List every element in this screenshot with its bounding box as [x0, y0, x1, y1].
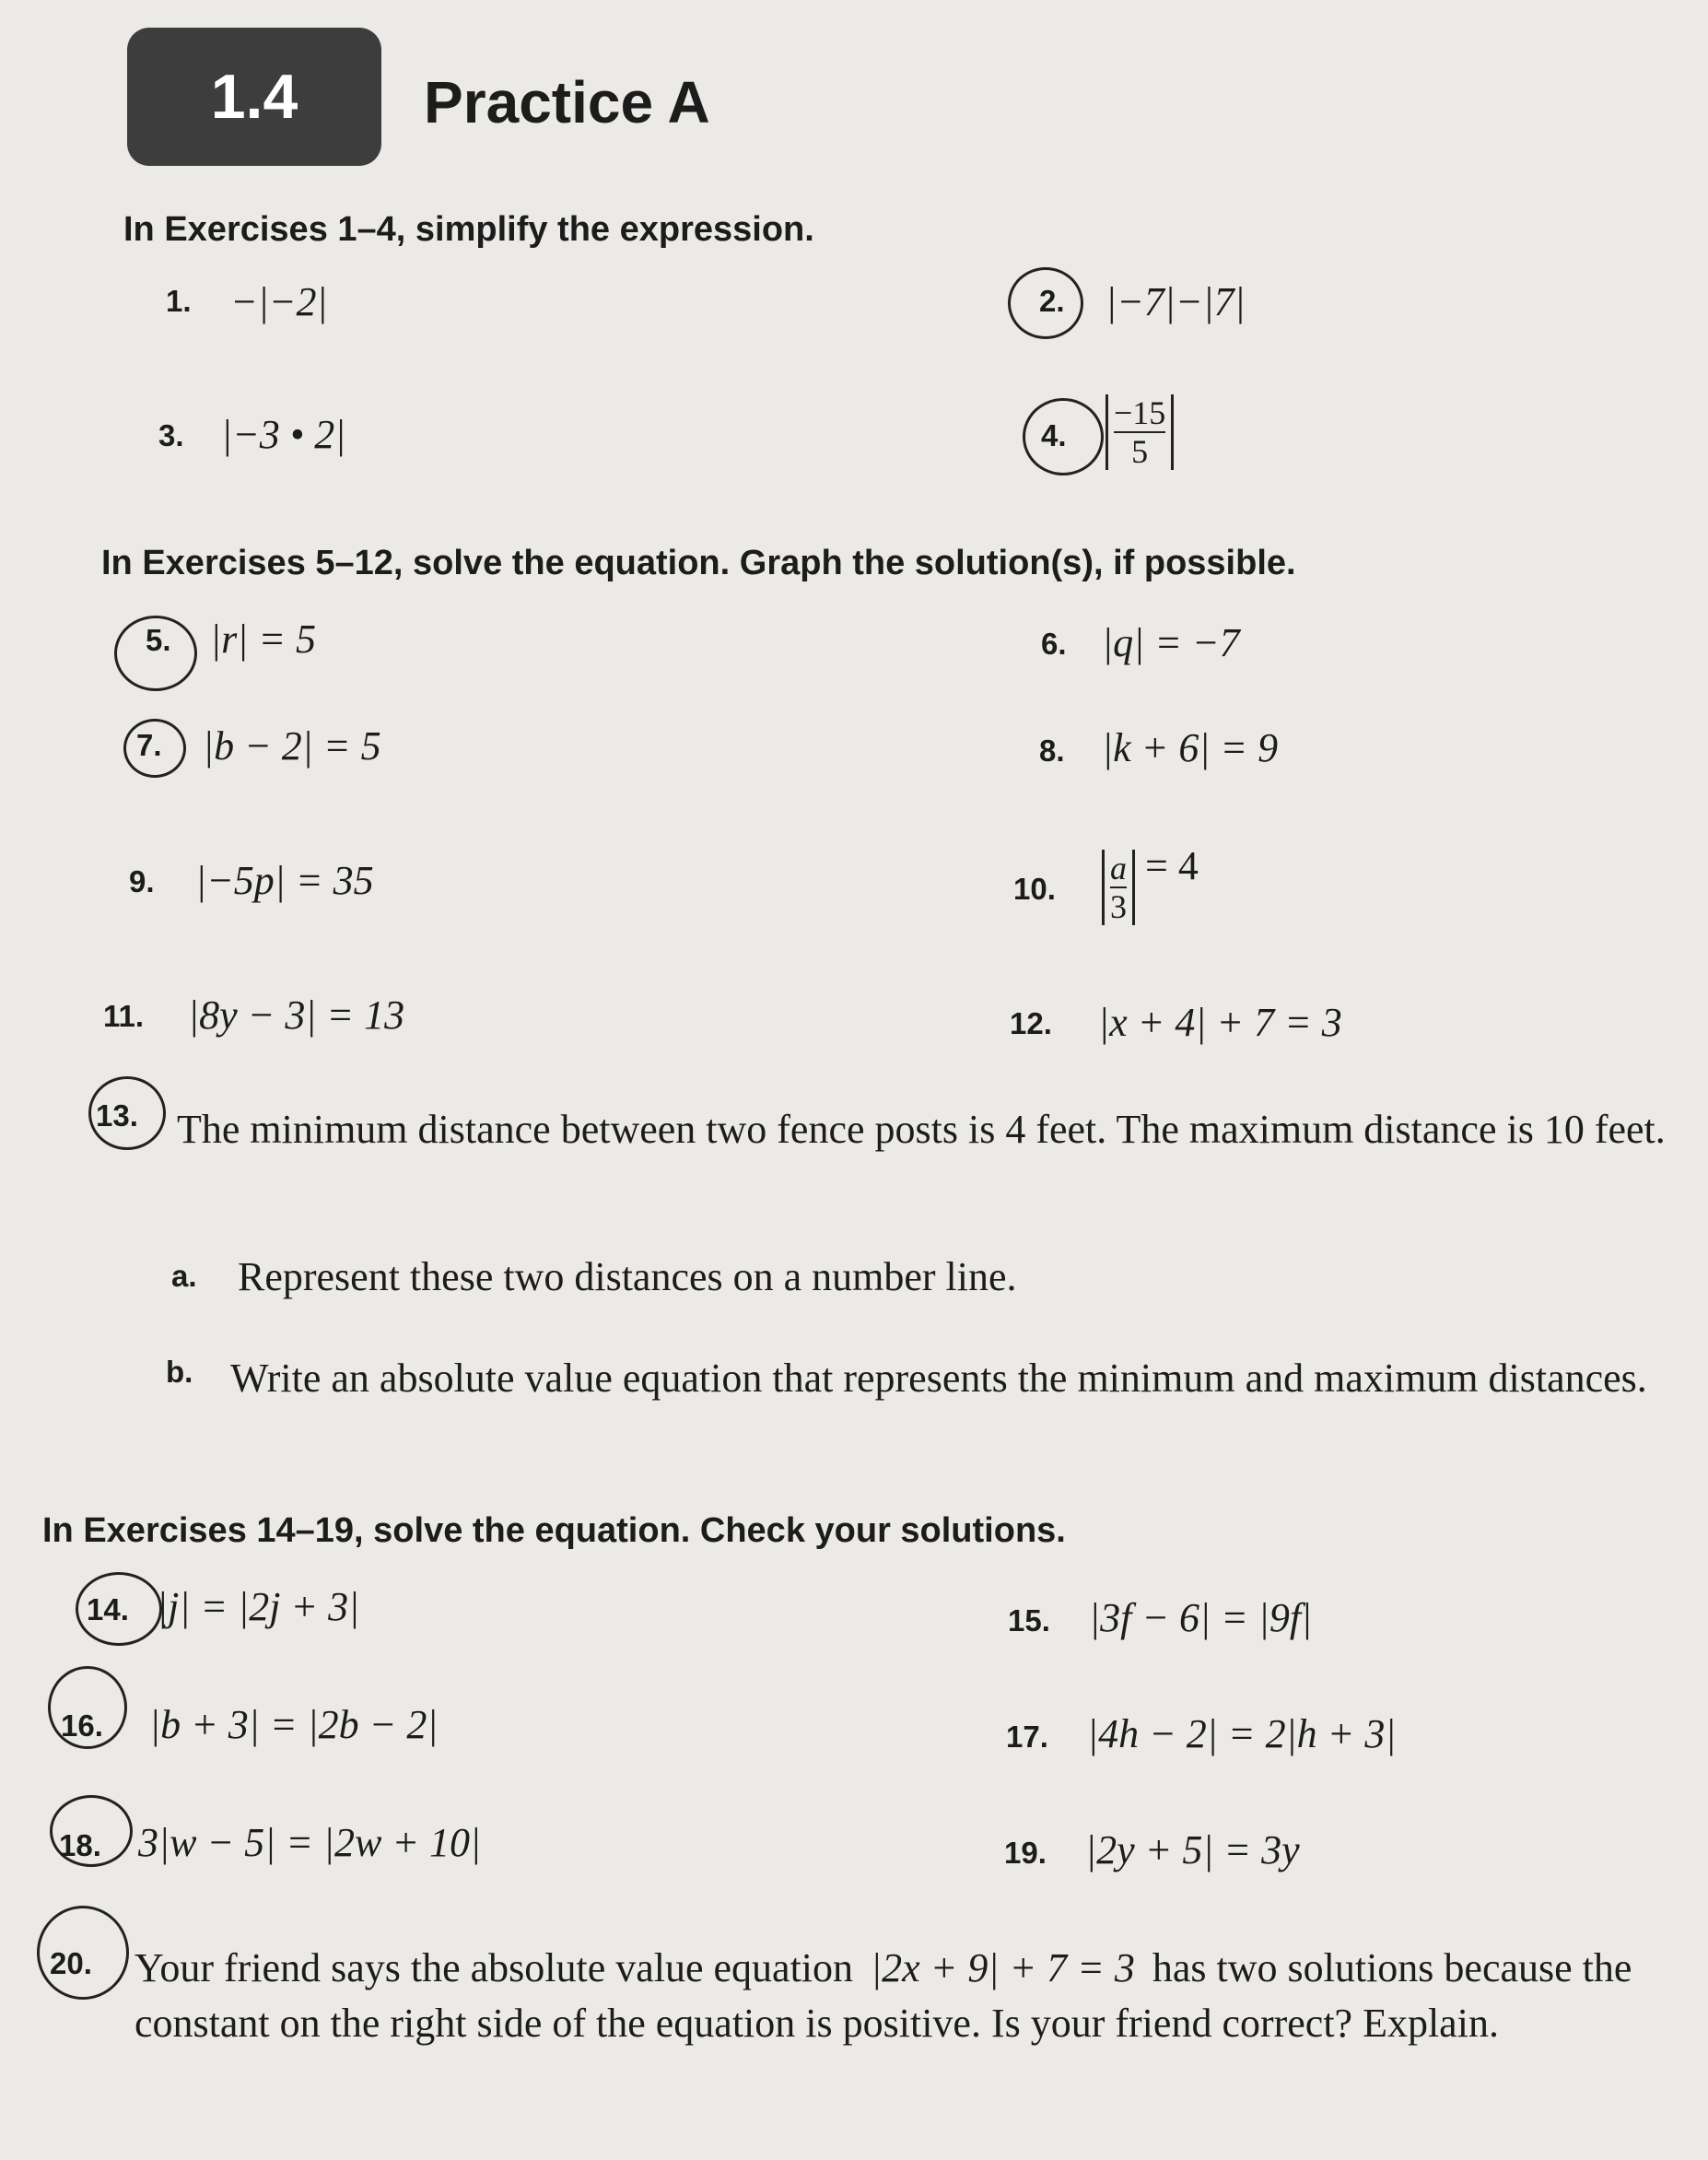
part-text: Write an absolute value equation that represents the minimum and maximum distances.: [230, 1356, 1647, 1401]
exercise-expression: |q| = −7: [1102, 620, 1240, 665]
exercise-expression: |x + 4| + 7 = 3: [1098, 1000, 1342, 1045]
exercise-number: 4.: [1041, 418, 1067, 452]
exercise-number: 15.: [1008, 1603, 1050, 1638]
exercise-number: 5.: [146, 623, 171, 657]
fraction-denominator: 3: [1110, 888, 1127, 925]
exercise-number: 11.: [103, 999, 145, 1033]
exercise-number: 16.: [61, 1708, 103, 1743]
fraction-numerator: −15: [1114, 394, 1166, 431]
exercise-expression: |4h − 2| = 2|h + 3|: [1087, 1711, 1397, 1756]
exercise-number: 10.: [1013, 872, 1056, 906]
part-text: Represent these two distances on a number line.: [238, 1254, 1017, 1299]
section3-heading: In Exercises 14–19, solve the equation. Check your solutions.: [42, 1511, 1066, 1550]
exercise-expression: |b − 2| = 5: [203, 723, 381, 769]
part-label: b.: [166, 1355, 193, 1389]
fraction-denominator: 5: [1131, 433, 1149, 470]
problem-text-after: has two solutions because the constant on the right side of the equation is positive. Is your friend correct? Explain.: [135, 1945, 1632, 2046]
exercise-expression: |b + 3| = |2b − 2|: [149, 1702, 439, 1747]
equation-rhs: = 4: [1145, 843, 1199, 888]
exercise-expression: [1102, 842, 1199, 925]
exercise-expression: |k + 6| = 9: [1102, 725, 1279, 770]
exercise-expression: −|−2|: [230, 279, 328, 324]
section2-heading: In Exercises 5–12, solve the equation. Graph the solution(s), if possible.: [101, 544, 1296, 582]
page-title: Practice A: [424, 69, 710, 135]
exercise-number: 3.: [158, 418, 184, 452]
exercise-expression: |−5p| = 35: [195, 858, 374, 903]
exercise-number: 18.: [59, 1828, 101, 1862]
exercise-expression: |3f − 6| = |9f|: [1089, 1595, 1313, 1640]
exercise-expression: |8y − 3| = 13: [188, 992, 405, 1038]
exercise-number: 2.: [1039, 284, 1065, 318]
exercise-expression: |2y + 5| = 3y: [1085, 1827, 1300, 1872]
exercise-number: 19.: [1004, 1836, 1047, 1870]
section1-heading: In Exercises 1–4, simplify the expression.: [123, 210, 814, 249]
exercise-number: 6.: [1041, 627, 1067, 661]
exercise-expression: |−3 • 2|: [221, 412, 346, 457]
problem-equation: |2x + 9| + 7 = 3: [871, 1945, 1135, 1990]
problem-text: The minimum distance between two fence posts is 4 feet. The maximum distance is 10 feet.: [177, 1107, 1666, 1152]
exercise-expression: |j| = |2j + 3|: [157, 1584, 360, 1629]
exercise-number: 12.: [1010, 1006, 1052, 1040]
exercise-expression: [1106, 387, 1174, 470]
problem-text-before: Your friend says the absolute value equation: [135, 1945, 854, 1990]
exercise-number: 8.: [1039, 734, 1065, 768]
problem-text: [135, 1941, 1682, 2051]
problem-number: 20.: [50, 1946, 92, 1980]
exercise-number: 9.: [129, 864, 155, 898]
part-label: a.: [171, 1259, 197, 1293]
section-number: 1.4: [210, 62, 298, 132]
fraction-numerator: a: [1110, 850, 1127, 886]
exercise-number: 1.: [166, 284, 192, 318]
section-badge: [127, 28, 381, 166]
problem-number: 13.: [96, 1098, 138, 1133]
exercise-expression: |r| = 5: [210, 616, 317, 662]
exercise-expression: |−7|−|7|: [1106, 279, 1246, 324]
exercise-number: 17.: [1006, 1720, 1048, 1754]
exercise-expression: 3|w − 5| = |2w + 10|: [138, 1820, 482, 1865]
exercise-number: 7.: [136, 728, 162, 762]
exercise-number: 14.: [87, 1592, 129, 1626]
